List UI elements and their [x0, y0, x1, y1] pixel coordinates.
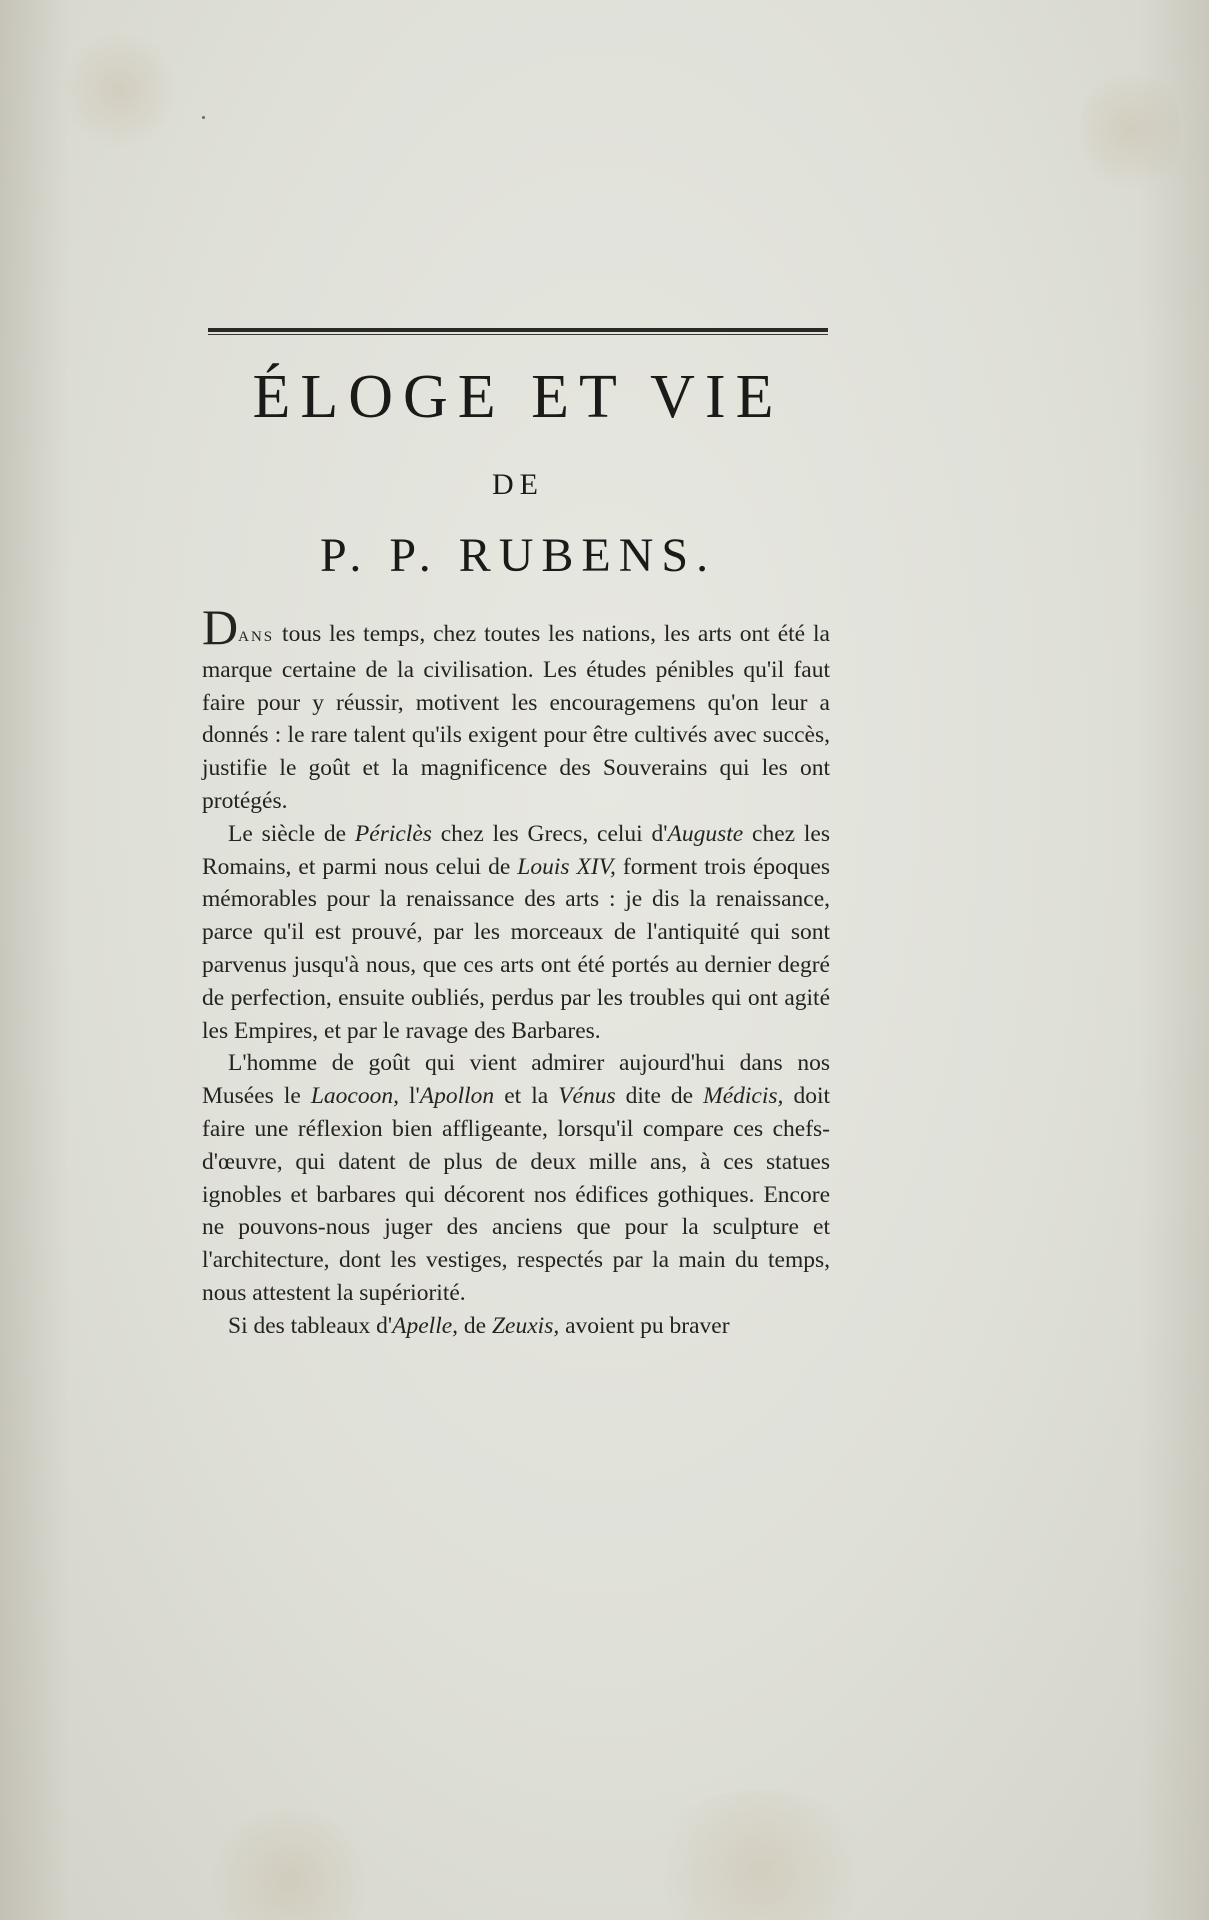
body-text	[202, 599, 831, 1343]
paragraph-text: tous les temps, chez toutes les nations, les arts ont été la marque certaine de la civilisation. Les études pénibles qu'il faut faire pour y réussir, motivent les encouragemens qu'on leur a donnés : le rare talent qu'ils exigent pour être cultivés avec succès, justifie le goût et la magnificence des Souverains qui les ont protégés.	[202, 621, 830, 814]
paragraph-text: chez les Romains, et parmi nous celui de	[202, 820, 830, 880]
header-rule-thin	[208, 334, 828, 335]
paragraph-text: avoient pu braver	[559, 1312, 730, 1339]
header-rule-thick	[208, 328, 828, 332]
italic-name: Apollon	[419, 1083, 495, 1110]
italic-name: Auguste	[667, 820, 744, 847]
italic-name: Zeuxis,	[491, 1312, 560, 1339]
paper-stain	[640, 1790, 880, 1920]
paragraph-4	[202, 1310, 830, 1343]
italic-name: Périclès	[354, 820, 432, 847]
title-main: ÉLOGE ET VIE	[252, 363, 784, 431]
small-caps-lead: ANS	[238, 629, 275, 645]
paragraph-text: Si des tableaux d'	[228, 1312, 393, 1339]
paragraph-text: forment trois époques mémorables pour la renaissance des arts : je dis la renaissance, parce qu'il est prouvé, par les morceaux de l'antiquité qui sont parvenus jusqu'à nous, que ces arts ont été portés au dernier degré de perfection, ensuite oubliés, perdus par les troubles qui ont agité les Empires, et par le ravage des Barbares.	[202, 853, 831, 1044]
title-name: P. P. RUBENS.	[319, 529, 717, 582]
paper-stain	[1080, 60, 1180, 200]
page-edge-shadow-left	[0, 0, 70, 1920]
title-de: DE	[492, 468, 544, 501]
italic-name: Laocoon,	[310, 1083, 399, 1110]
paragraph-text: l'	[398, 1083, 420, 1110]
paragraph-3	[202, 1047, 830, 1309]
paragraph-text: de	[458, 1312, 492, 1339]
paragraph-text: dite de	[615, 1083, 704, 1110]
italic-name: Louis XIV,	[517, 853, 616, 880]
paper-stain	[60, 30, 180, 150]
page-edge-shadow-right	[1139, 0, 1209, 1920]
paper-stain	[200, 1810, 380, 1920]
paragraph-text: L'homme de goût qui vient admirer aujourd'hui dans nos Musées le	[202, 1050, 830, 1110]
italic-name: Apelle,	[392, 1312, 459, 1339]
header-rule	[208, 328, 828, 335]
italic-name: Vénus	[558, 1083, 616, 1110]
paragraph-text: Le siècle de	[228, 820, 355, 847]
paragraph-text: chez les Grecs, celui d'	[431, 820, 668, 847]
ink-speck	[202, 116, 205, 119]
italic-name: Médicis,	[703, 1083, 784, 1110]
paragraph-2	[202, 818, 830, 1048]
paragraph-text: doit faire une réflexion bien affligeante, lorsqu'il compare ces chefs-d'œuvre, qui datent de plus de deux mille ans, à ces statues ignobles et barbares qui décorent nos édifices gothiques. Encore ne pouvons-nous juger des anciens que pour la sculpture et l'architecture, dont les vestiges, respectés par la main du temps, nous attestent la supériorité.	[202, 1083, 830, 1306]
paragraph-text: et la	[494, 1083, 559, 1110]
drop-cap: D	[202, 599, 239, 655]
paragraph-1	[202, 599, 830, 818]
